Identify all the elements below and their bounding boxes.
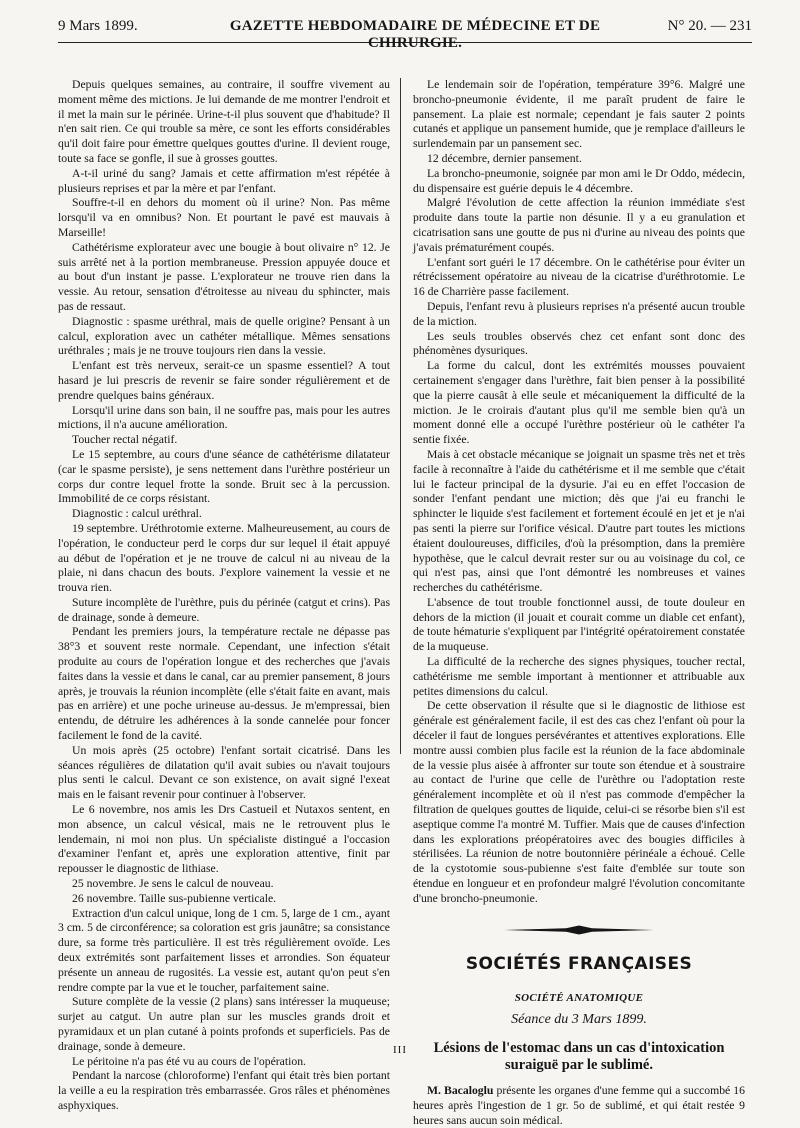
paragraph: Diagnostic : calcul uréthral. bbox=[72, 507, 202, 521]
paragraph: Depuis, l'enfant revu à plusieurs reprises n'a présenté aucun trouble de la miction. bbox=[413, 299, 745, 328]
page-folio: III bbox=[393, 1044, 407, 1056]
paragraph: Mais à cet obstacle mécanique se joignait un spasme très net et très facile à reconnaître à l'aide du cathétérisme et il me semble que c'était lui le facteur principal de la dysurie. J'ai eu en effet l'occasion de sonder l'enfant pendant une miction; dès que j'ai eu franchi le sphincter le liquide s'est facilement et fortement écoulé en jet et je n'ai pas senti la pierre sur l'orifice vésical. D'autre part toutes les mictions étaient douloureuses, difficiles, d'où la présomption, dans la première hypothèse, que le calcul devrait rester sur ou au voisinage du col, ce qui n'est pas, ainsi que l'ont démontré les nombreuses et vaines recherches du cathétérisme. bbox=[413, 447, 745, 595]
paragraph: L'enfant sort guéri le 17 décembre. On le cathétérise pour éviter un rétrécissement opératoire au niveau de la cicatrise d'uréthrotomie. Le 16 de Charrière passe facilement. bbox=[413, 255, 745, 299]
left-column bbox=[58, 78, 390, 1114]
article-text: présente les organes d'une femme qui a succombé 16 heures après l'ingestion de 1 gr. 5o de sublimé, et qui était restée 9 heures sans aucun soin médical. bbox=[413, 1084, 745, 1127]
paragraph: Un mois après (25 octobre) l'enfant sortait cicatrisé. Dans les séances régulières de dilatation qu'il avait subies ou n'avait toujours plus senti le calcul. Devant ce son existence, on avait signé l'exeat mais en le faisant revenir pour continuer à l'observer. bbox=[58, 743, 390, 802]
paragraph: Cathétérisme explorateur avec une bougie à bout olivaire n° 12. Je suis arrêté net à la portion membraneuse. Pression appuyée douce et au bout d'un instant je passe. L'explorateur ne trouve rien dans la vessie. Au retour, sensation d'étroitesse au niveau du sphincter, mais pas de ressaut. bbox=[58, 240, 390, 313]
paragraph: 19 septembre. Uréthrotomie externe. Malheureusement, au cours de l'opération, le conducteur perd le corps dur sur lequel il était appuyé au début de l'opération et je ne trouve de calcul ni au niveau de la plaie, ni dans chacun des bouts. J'explore vainement la vessie et ne trouva rien. bbox=[58, 521, 390, 595]
paragraph: Depuis quelques semaines, au contraire, il souffre vivement au moment même des mictions. Je lui demande de me montrer l'endroit et il met la main sur le périnée. Urine-t-il plus souvent que d'habitude? Il n'en sait rien. Ce qui trouble sa mère, ce sont les efforts considérables qu'il doit faire pour émettre quelques gouttes d'urine. Il devient rouge, toute sa face se gonfle, il sue à grosses gouttes. bbox=[58, 78, 390, 165]
right-column bbox=[413, 78, 745, 1128]
paragraph: Le péritoine n'a pas été vu au cours de l'opération. bbox=[72, 1054, 306, 1068]
column-divider bbox=[400, 78, 401, 754]
session-date: Séance du 3 Mars 1899. bbox=[511, 1012, 647, 1028]
society-name: SOCIÉTÉ ANATOMIQUE bbox=[514, 992, 644, 1005]
paragraph: 12 décembre, dernier pansement. bbox=[427, 151, 582, 165]
paragraph: Les seuls troubles observés chez cet enfant sont donc des phénomènes dysuriques. bbox=[413, 329, 745, 358]
paragraph: L'absence de tout trouble fonctionnel aussi, de toute douleur en dehors de la miction (il jouait et courait comme un diable cet enfant), de toute hématurie s'expliquent par l'intégrité opératoirement constatée de la muqueuse. bbox=[413, 595, 745, 654]
paragraph: Suture complète de la vessie (2 plans) sans intéresser la muqueuse; surjet au catgut. Un autre plan sur les muscles grands droit et pyramidaux et un plan cutané à points profonds et superficiels. Pas de drainage, sonde à demeure. bbox=[58, 995, 390, 1053]
article-paragraph bbox=[413, 1084, 745, 1128]
paragraph: La broncho-pneumonie, soignée par mon ami le Dr Oddo, médecin, du dispensaire est guérie depuis le 4 décembre. bbox=[413, 166, 745, 195]
paragraph: Malgré l'évolution de cette affection la réunion immédiate s'est produite dans toute la partie non désunie. Il y a eu granulation et cicatrisation sans une goutte de pus ni d'urine au niveau des points que j'avais prématurément coupés. bbox=[413, 196, 745, 254]
paragraph: Toucher rectal négatif. bbox=[72, 433, 178, 447]
issue-date: 9 Mars 1899. bbox=[58, 18, 138, 34]
journal-title: GAZETTE HEBDOMADAIRE DE MÉDECINE ET DE CHIRURGIE. bbox=[229, 18, 601, 51]
paragraph: 26 novembre. Taille sus-pubienne verticale. bbox=[72, 891, 277, 905]
paragraph: A-t-il uriné du sang? Jamais et cette affirmation m'est répétée à plusieurs reprises et par la mère et par l'enfant. bbox=[58, 166, 390, 195]
paragraph: Pendant la narcose (chloroforme) l'enfant qui était très bien portant la veille a eu la respiration très embarrassée. Gros râles et phénomènes asphyxiques. bbox=[58, 1069, 390, 1112]
paragraph: Souffre-t-il en dehors du moment où il urine? Non. Pas même lorsqu'il va en omnibus? Non. Et pourtant le pavé est mauvais à Marseille! bbox=[58, 196, 390, 239]
paragraph: La forme du calcul, dont les extrémités mousses pouvaient certainement s'engager dans l'urèthre, fait bien penser à la possibilité que la pierre causât à elle seule et mécaniquement la difficulté de la miction. Je le croirais d'autant plus qu'il me semble bien qu'à un moment donné elle a occupé l'urèthre postérieur où le cathéter l'a sentie fixée. bbox=[413, 359, 745, 447]
paragraph: De cette observation il résulte que si le diagnostic de lithiose est générale est généralement facile, il est des cas chez l'enfant où pour la déceler il faut de longues persévérantes et attentives explorations. Elle montre aussi combien plus facile est la réunion de la face abdominale de la vessie plus aisée à affronter sur toute son étendue et à soustraire au contact de l'urine que celle de l'urèthre ou l'adoptation reste généralement incomplète et où il n'est pas commode d'empêcher la filtration de quelques gouttes de liquide, celui-ci se résorbe bien s'il est aseptique comme l'a montré M. Tuffier. Mais que de causes d'infection dans les explorations préopératoires avec des bougies difficiles à stérilisées. La réunion de notre boutonnière périnéale a échoué. Celle de la cystotomie sous-pubienne s'est faite d'emblée sur toute son étendue en longueur et en profondeur malgré l'évolution concomitante d'une broncho-pneumonie. bbox=[413, 699, 745, 905]
paragraph: Extraction d'un calcul unique, long de 1 cm. 5, large de 1 cm., ayant 3 cm. 5 de circonférence; sa coloration est gris jaunâtre; sa consistance dure, sa forme très particulière. Il est très régulièrement ovoïde. Les deux extrémités sont parfaitement lisses et arrondies. Son équateur présente un anneau de rugosités. La vessie est, autant qu'on peut s'en rendre compte par la vue et le toucher, parfaitement saine. bbox=[58, 906, 391, 994]
article-author: M. Bacaloglu bbox=[427, 1084, 494, 1098]
section-title: SOCIÉTÉS FRANÇAISES bbox=[465, 953, 693, 974]
paragraph: Diagnostic : spasme uréthral, mais de quelle origine? Pensant à un calcul, exploration avec un cathéter métallique. Mêmes sensations uréthrales ; mais je ne trouve toujours rien dans la vessie. bbox=[58, 314, 390, 358]
ornament-divider-icon bbox=[504, 925, 654, 935]
article-title: Lésions de l'estomac dans un cas d'intoxication suraiguë par le sublimé. bbox=[433, 1040, 725, 1074]
issue-number: N° 20. — 231 bbox=[667, 18, 752, 34]
paragraph: Le 15 septembre, au cours d'une séance de cathétérisme dilatateur (car le spasme persiste), je sens nettement dans l'urèthre postérieur un corps dur contre lequel frotte la sonde. Bruit sec à la percussion. Immobilité de ce corps résistant. bbox=[58, 447, 390, 506]
page-header bbox=[58, 16, 752, 51]
paragraph: Pendant les premiers jours, la température rectale ne dépasse pas 38°3 et souvent reste normale. Cependant, une infection s'était produite au cours de l'opération longue et des recherches que j'avais faites dans la vessie et dans le canal, car au premier pansement, 8 jours après, je trouvais la réunion incomplète (elle s'était faite en avant, mais pas en arrière) et une poche urineuse au-dessus. Je m'empressai, bien entendu, de détruire les adhérences à la sonde cannelée pour foncer facilement le fond de la cavité. bbox=[58, 625, 390, 743]
paragraph: 25 novembre. Je sens le calcul de nouveau. bbox=[72, 877, 274, 891]
paragraph: La difficulté de la recherche des signes physiques, toucher rectal, cathétérisme me semble important à mentionner et attribuable aux petites dimensions du calcul. bbox=[413, 655, 745, 698]
paragraph: L'enfant est très nerveux, serait-ce un spasme essentiel? A tout hasard je lui prescris de revenir se faire sonder régulièrement et de prendre quelques bains généraux. bbox=[58, 359, 390, 402]
paragraph: Le 6 novembre, nos amis les Drs Castueil et Nutaxos sentent, en mon absence, un calcul vésical, mais ne le retrouvent plus le lendemain, ni moi non plus. Un spécialiste distingué a l'occasion d'examiner l'enfant et, après une exploration attentive, finit par repousser le diagnostic de lithiase. bbox=[58, 803, 390, 876]
paragraph: Le lendemain soir de l'opération, température 39°6. Malgré une broncho-pneumonie évidente, il me paraît prudent de faire le pansement. La plaie est normale; cependant je fais sauter 2 points cutanés et applique un pansement humide, que je remplace d'ailleurs le surlendemain par un pansement sec. bbox=[413, 78, 745, 151]
paragraph: Lorsqu'il urine dans son bain, il ne souffre pas, mais pour les autres mictions, il n'a aucune amélioration. bbox=[58, 403, 390, 432]
paragraph: Suture incomplète de l'urèthre, puis du périnée (catgut et crins). Pas de drainage, sonde à demeure. bbox=[58, 595, 390, 624]
